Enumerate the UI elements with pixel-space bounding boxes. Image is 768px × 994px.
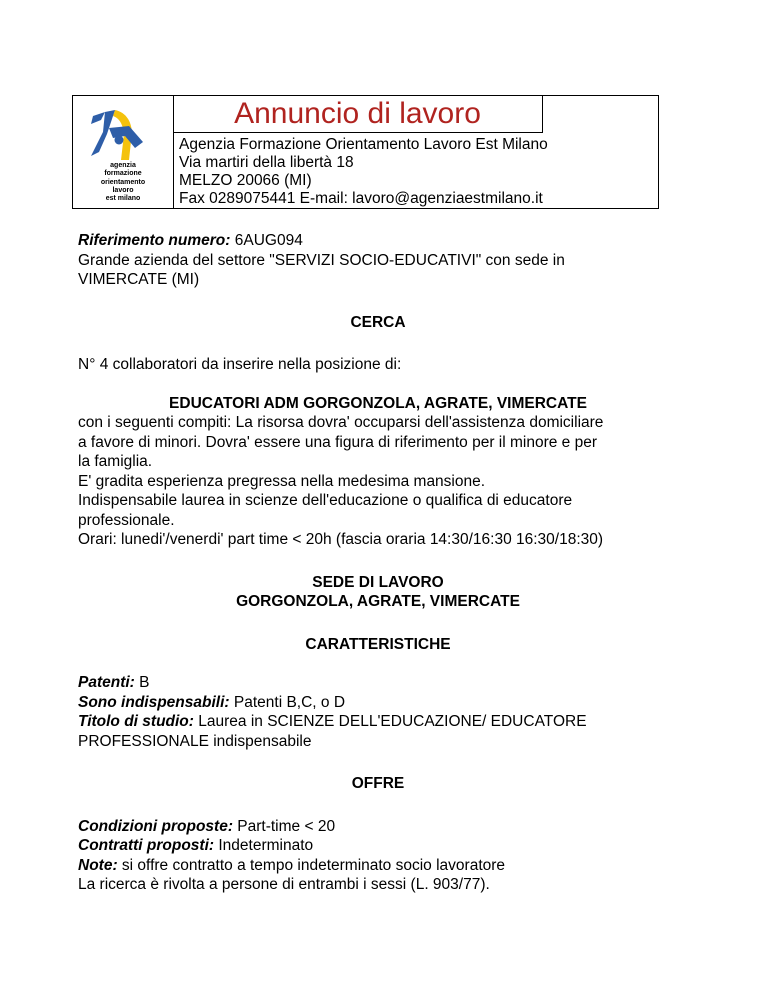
agency-city: MELZO 20066 (MI) — [179, 172, 312, 189]
patenti-line — [78, 673, 678, 693]
condizioni-value: Part-time < 20 — [232, 817, 336, 835]
offre-heading: OFFRE — [351, 775, 405, 792]
titolo-label: Titolo di studio: — [78, 713, 194, 730]
logo-line: formazione — [104, 170, 142, 178]
description-line: E' gradita esperienza pregressa nella medesima mansione. — [78, 472, 486, 490]
title-cell — [173, 96, 543, 133]
agency-name: Agenzia Formazione Orientamento Lavoro Est Milano — [179, 136, 548, 153]
logo-line: est milano — [105, 195, 141, 203]
description-line: Orari: lunedi'/venerdi' part time < 20h (fascia oraria 14:30/16:30 16:30/18:30) — [78, 531, 604, 548]
cerca-heading: CERCA — [350, 313, 406, 331]
description-line: con i seguenti compiti: La risorsa dovra' occuparsi dell'assistenza domiciliare — [78, 414, 604, 431]
logo-line: orientamento — [100, 178, 146, 186]
agency-contact: Fax 0289075441 E-mail: lavoro@agenziaestmilano.it — [179, 190, 543, 207]
description-line: professionale. — [78, 511, 175, 529]
logo-line: agenzia — [110, 162, 136, 169]
logo-line: lavoro — [112, 186, 134, 194]
patenti-value: B — [134, 674, 150, 691]
count-line: N° 4 collaboratori da inserire nella posizione di: — [78, 356, 402, 373]
reference-line — [78, 231, 678, 251]
logo-text — [73, 162, 173, 203]
contratti-label: Contratti proposti: — [78, 837, 215, 854]
titolo-cont: PROFESSIONALE indispensabile — [78, 732, 312, 750]
contratti-value: Indeterminato — [214, 837, 314, 854]
logo — [73, 96, 174, 208]
sede-places: GORGONZOLA, AGRATE, VIMERCATE — [236, 593, 520, 610]
indispensabili-value: Patenti B,C, o D — [229, 693, 346, 711]
note-label: Note: — [78, 856, 118, 874]
page-title: Annuncio di lavoro — [234, 97, 481, 130]
note-value: si offre contratto a tempo indeterminato socio lavoratore — [117, 856, 506, 874]
reference-value: 6AUG094 — [230, 232, 303, 249]
description-line: a favore di minori. Dovra' essere una figura di riferimento per il minore e per — [78, 433, 597, 451]
company-line: VIMERCATE (MI) — [78, 271, 200, 288]
patenti-label: Patenti: — [78, 674, 135, 691]
titolo-line — [78, 712, 678, 732]
job-posting-body — [78, 231, 678, 895]
agency-logo-icon — [85, 104, 161, 162]
condizioni-label: Condizioni proposte: — [78, 817, 233, 835]
note-line — [78, 856, 678, 876]
caratteristiche-heading: CARATTERISTICHE — [305, 635, 451, 653]
header-box — [72, 95, 659, 209]
indispensabili-label: Sono indispensabili: — [78, 693, 230, 711]
agency-address: Via martiri della libertà 18 — [179, 154, 354, 171]
company-line: Grande azienda del settore "SERVIZI SOCIO-EDUCATIVI" con sede in — [78, 251, 565, 269]
indispensabili-line — [78, 693, 678, 713]
description-line: la famiglia. — [78, 453, 153, 470]
titolo-value: Laurea in SCIENZE DELL'EDUCAZIONE/ EDUCATORE — [193, 713, 587, 730]
footer-line: La ricerca è rivolta a persone di entrambi i sessi (L. 903/77). — [78, 876, 490, 893]
description-line: Indispensabile laurea in scienze dell'educazione o qualifica di educatore — [78, 492, 573, 509]
sede-heading: SEDE DI LAVORO — [312, 573, 444, 591]
condizioni-line — [78, 817, 678, 837]
position-title: EDUCATORI ADM GORGONZOLA, AGRATE, VIMERCATE — [169, 394, 587, 412]
agency-info — [179, 136, 548, 208]
reference-label: Riferimento numero: — [78, 232, 231, 249]
contratti-line — [78, 836, 678, 856]
